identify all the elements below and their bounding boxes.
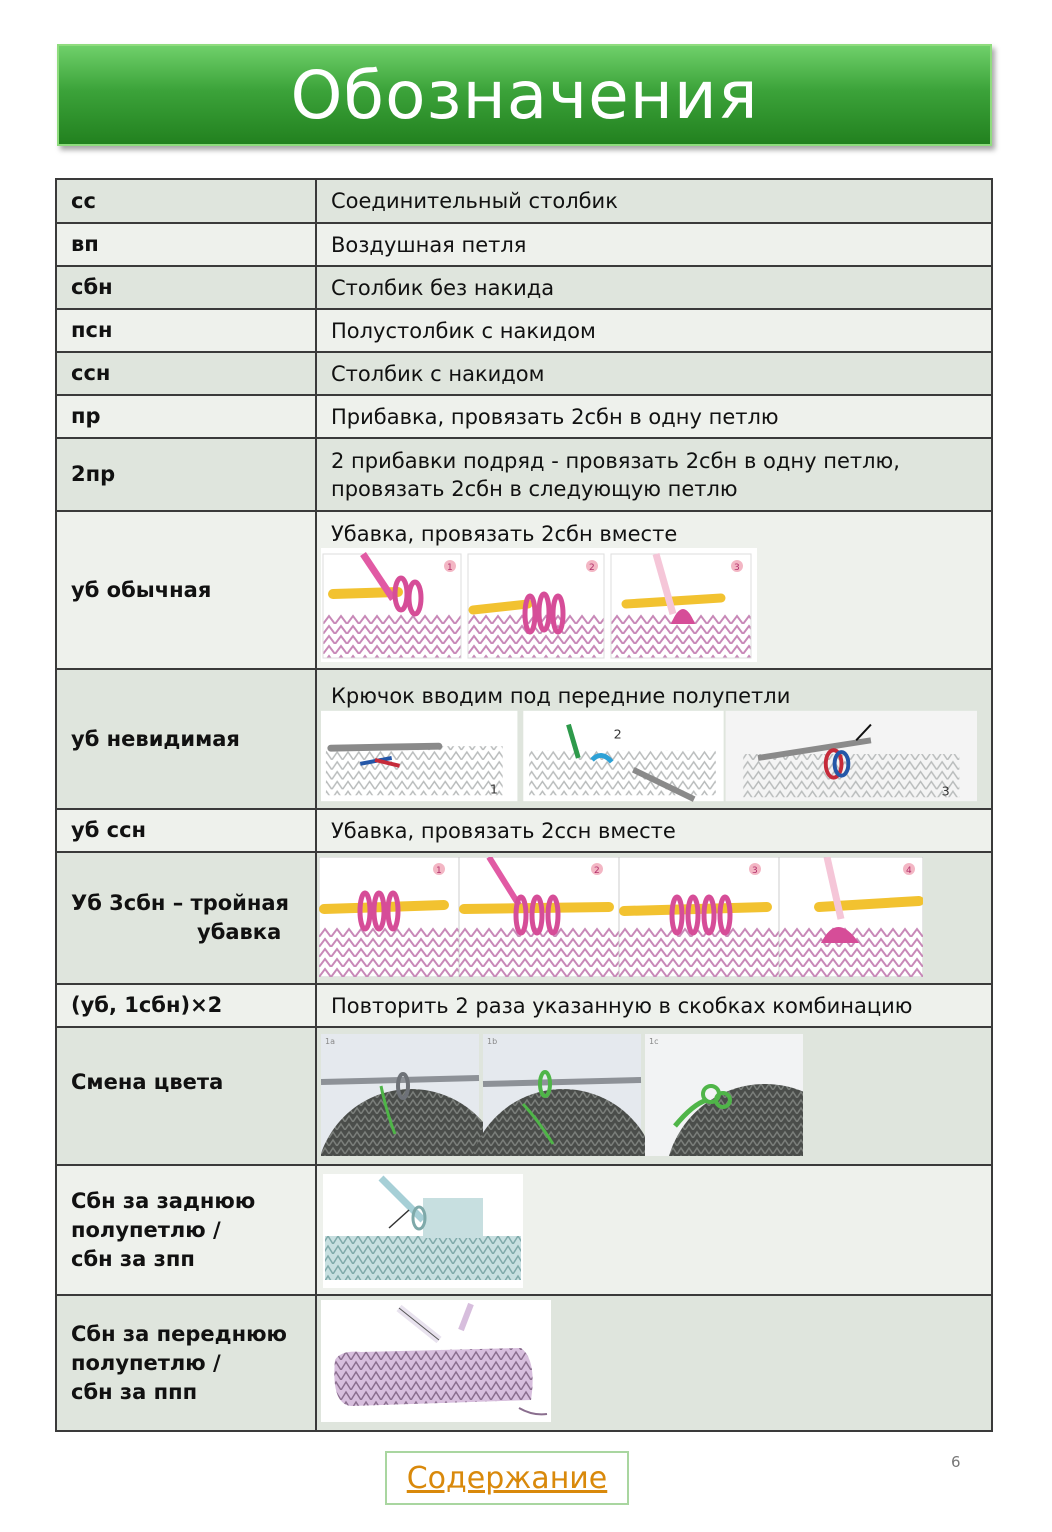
invisible-decrease-illustration — [321, 710, 977, 802]
triple-decrease-figure — [319, 857, 923, 977]
figure-number: 1 — [489, 782, 499, 798]
table-row — [56, 852, 992, 984]
table-row — [56, 1027, 992, 1165]
abbr-cell: сбн — [56, 266, 316, 309]
table-row — [56, 438, 992, 511]
abbr-cell: уб ссн — [56, 809, 316, 852]
abbr-line: Сбн за заднюю — [71, 1188, 256, 1213]
figure-number: 2 — [594, 866, 600, 876]
abbr-cell: вп — [56, 223, 316, 266]
title-banner — [57, 44, 992, 146]
desc-cell: Воздушная петля — [316, 223, 992, 266]
abbr-cell — [56, 1165, 316, 1295]
figure-number: 1c — [649, 1037, 659, 1046]
table-row — [56, 984, 992, 1027]
table-row — [56, 809, 992, 852]
page-number: 6 — [951, 1453, 961, 1471]
abbr-line: сбн за зпп — [71, 1246, 195, 1271]
abbr-cell: пр — [56, 395, 316, 438]
figure-number: 1 — [436, 866, 442, 876]
abbr-line: полупетлю / — [71, 1217, 221, 1242]
abbr-cell — [56, 852, 316, 984]
desc-cell: Соединительный столбик — [316, 179, 992, 223]
color-change-illustration — [321, 1034, 977, 1156]
figure-number: 3 — [752, 866, 758, 876]
table-row — [56, 395, 992, 438]
figure-number: 2 — [589, 563, 595, 573]
color-change-figure — [321, 1034, 803, 1156]
abbr-line: сбн за ппп — [71, 1379, 198, 1404]
figure-number: 3 — [941, 784, 950, 800]
front-loop-figure — [321, 1300, 551, 1422]
abbr-cell — [56, 1295, 316, 1431]
desc-cell — [316, 1165, 992, 1295]
figure-number: 3 — [734, 563, 740, 573]
figure-number: 4 — [906, 866, 912, 876]
desc-cell — [316, 1027, 992, 1165]
legend-table — [55, 178, 993, 1432]
table-row — [56, 1165, 992, 1295]
table-row — [56, 266, 992, 309]
desc-text: Крючок вводим под передние полупетли — [331, 684, 791, 708]
figure-number: 2 — [613, 727, 622, 743]
figure-number: 1b — [487, 1037, 498, 1046]
abbr-cell: Смена цвета — [56, 1027, 316, 1165]
abbr-line: полупетлю / — [71, 1350, 221, 1375]
table-row — [56, 352, 992, 395]
abbr-cell: сс — [56, 179, 316, 223]
decrease-illustration — [321, 548, 757, 662]
table-row — [56, 511, 992, 669]
abbr-cell: псн — [56, 309, 316, 352]
abbr-line: убавка — [197, 920, 282, 944]
contents-link[interactable]: Содержание — [385, 1451, 629, 1505]
back-loop-illustration — [323, 1174, 977, 1288]
desc-cell: 2 прибавки подряд - провязать 2сбн в одну петлю, провязать 2сбн в следующую петлю — [316, 438, 992, 511]
abbr-cell: 2пр — [56, 438, 316, 511]
triple-decrease-illustration — [319, 857, 977, 977]
table-row — [56, 309, 992, 352]
abbr-line: Сбн за переднюю — [71, 1321, 287, 1346]
desc-cell: Убавка, провязать 2ссн вместе — [316, 809, 992, 852]
page-title: Обозначения — [290, 56, 759, 134]
desc-cell: Повторить 2 раза указанную в скобках комбинацию — [316, 984, 992, 1027]
desc-cell — [316, 511, 992, 669]
back-loop-figure — [323, 1174, 523, 1288]
desc-cell — [316, 852, 992, 984]
figure-number: 1 — [447, 563, 453, 573]
desc-cell — [316, 1295, 992, 1431]
decrease-steps-figure — [321, 548, 757, 662]
desc-cell: Прибавка, провязать 2сбн в одну петлю — [316, 395, 992, 438]
desc-cell — [316, 669, 992, 809]
front-loop-illustration — [321, 1300, 977, 1422]
table-row — [56, 179, 992, 223]
table-row — [56, 669, 992, 809]
desc-cell: Столбик без накида — [316, 266, 992, 309]
abbr-cell: (уб, 1сбн)×2 — [56, 984, 316, 1027]
table-row — [56, 223, 992, 266]
invisible-decrease-figure — [321, 710, 977, 802]
desc-cell: Столбик с накидом — [316, 352, 992, 395]
abbr-cell: уб обычная — [56, 511, 316, 669]
desc-cell: Полустолбик с накидом — [316, 309, 992, 352]
abbr-line: Уб 3сбн – тройная — [71, 891, 290, 915]
abbr-cell: уб невидимая — [56, 669, 316, 809]
abbr-cell: ссн — [56, 352, 316, 395]
desc-text: Убавка, провязать 2сбн вместе — [331, 522, 678, 546]
table-row — [56, 1295, 992, 1431]
figure-number: 1a — [325, 1037, 335, 1046]
